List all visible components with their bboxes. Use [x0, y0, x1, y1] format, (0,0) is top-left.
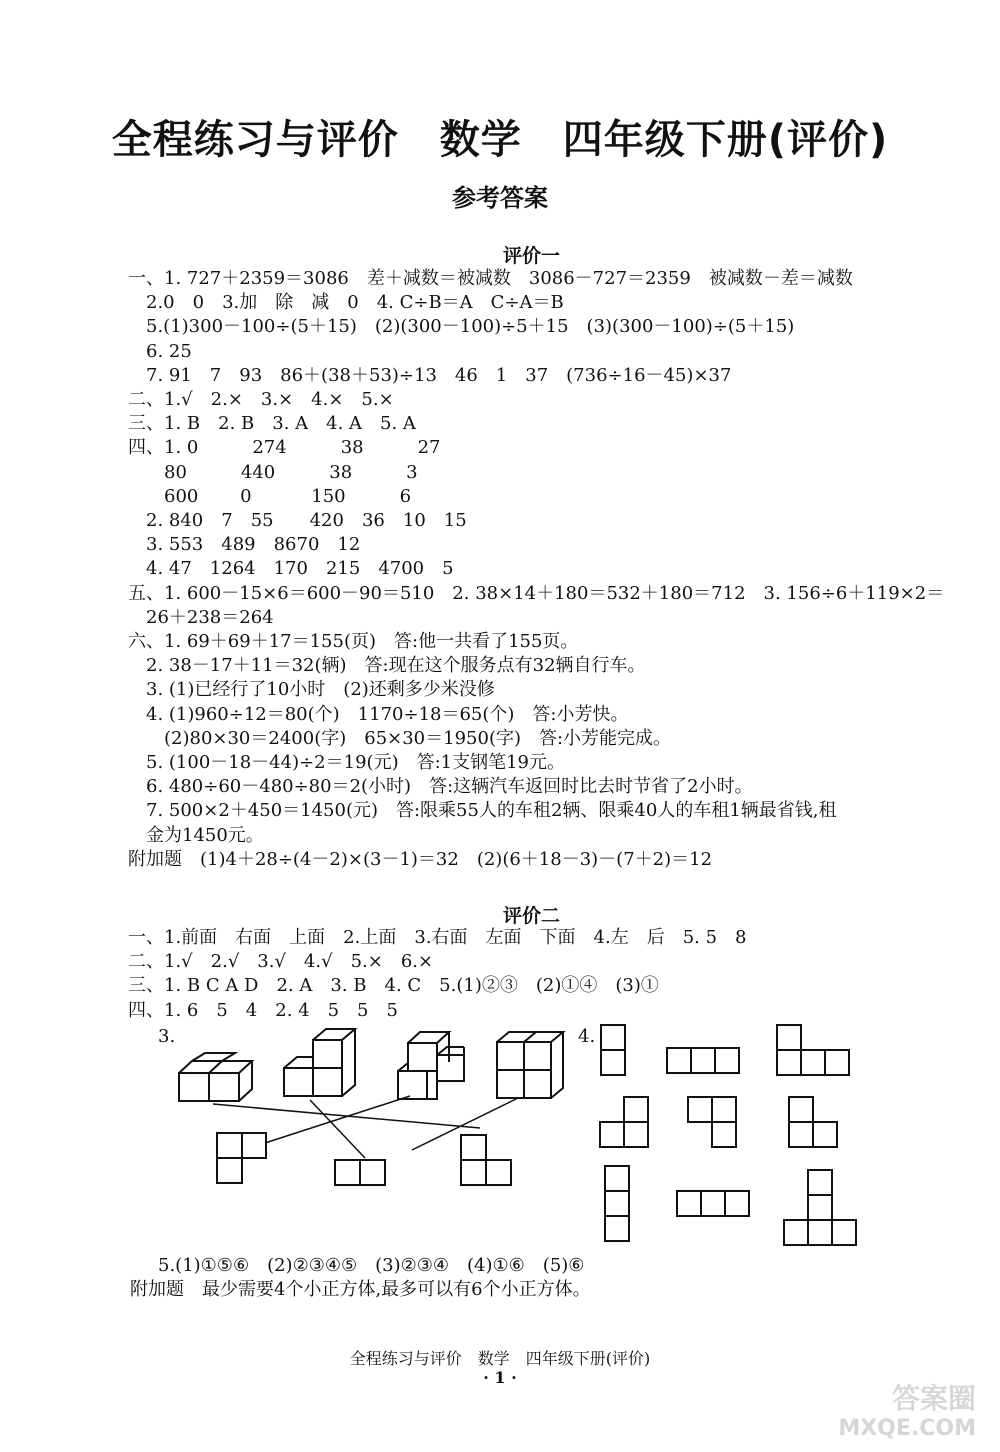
q4-figure-1 [601, 1025, 625, 1075]
answer-line: (2)80×30＝2400(字) 65×30＝1950(字) 答:小芳能完成。 [128, 727, 672, 749]
answer-line: 二、1.√ 2.√ 3.√ 4.√ 5.× 6.× [128, 951, 434, 973]
watermark-url: MXQE.COM [838, 1416, 976, 1441]
footer-title: 全程练习与评价 数学 四年级下册(评价) [349, 1349, 651, 1368]
answer-line: 5.(1)300－100÷(5＋15) (2)(300－100)÷5＋15 (3)(300－100)÷(5＋15) [128, 316, 795, 338]
answer-line: 六、1. 69＋69＋17＝155(页) 答:他一共看了155页。 [128, 631, 579, 652]
page-number: · 1 · [483, 1368, 517, 1387]
q3-label: 3. [158, 1026, 176, 1047]
answer-line: 三、1. B 2. B 3. A 4. A 5. A [128, 413, 416, 435]
q4-figure-2 [667, 1048, 739, 1073]
match-line-2 [310, 1100, 365, 1158]
answer-line: 2. 38－17＋11＝32(辆) 答:现在这个服务点有32辆自行车。 [128, 655, 646, 677]
answer-line: 7. 500×2＋450＝1450(元) 答:限乘55人的车租2辆、限乘40人的车租1辆最省钱,租 [128, 800, 837, 822]
cube-figure-2 [284, 1029, 355, 1096]
answer-q5: 5.(1)①⑤⑥ (2)②③④⑤ (3)②③④ (4)①⑥ (5)⑥ [158, 1255, 585, 1276]
answer-line: 4. 47 1264 170 215 4700 5 [128, 558, 454, 580]
cube-figure-3 [398, 1032, 464, 1099]
section-heading-2: 评价二 [503, 905, 561, 927]
watermark-logo [838, 1384, 976, 1444]
answer-line: 五、1. 600－15×6＝600－90＝510 2. 38×14＋180＝532＋180＝712 3. 156÷6＋119×2＝ [128, 582, 945, 604]
view-left-1 [217, 1133, 266, 1183]
answer-line: 2. 840 7 55 420 36 10 15 [128, 510, 467, 531]
page-title: 全程练习与评价 数学 四年级下册(评价) [111, 117, 889, 163]
q4-figure-6 [789, 1097, 837, 1147]
bonus-question: 附加题 最少需要4个小正方体,最多可以有6个小正方体。 [130, 1279, 591, 1300]
view-left-2 [335, 1160, 385, 1185]
matching-lines [213, 1096, 518, 1158]
page-subtitle: 参考答案 [452, 184, 548, 212]
answer-line: 四、1. 6 5 4 2. 4 5 5 5 [128, 999, 398, 1021]
answer-line: 三、1. B C A D 2. A 3. B 4. C 5.(1)②③ (2)①④ (3)① [128, 975, 659, 997]
q4-figure-7 [605, 1166, 629, 1241]
answer-line: 7. 91 7 93 86＋(38＋53)÷13 46 1 37 (736÷16－45)×37 [128, 364, 732, 386]
answer-line: 3. (1)已经行了10小时 (2)还剩多少米没修 [128, 679, 495, 701]
cube-figure-1 [179, 1053, 252, 1101]
q4-figure-8 [677, 1191, 749, 1216]
answer-line: 附加题 (1)4＋28÷(4－2)×(3－1)＝32 (2)(6＋18－3)－(7＋2)＝12 [128, 848, 713, 870]
q4-figure-4 [600, 1097, 648, 1147]
view-left-3 [461, 1135, 511, 1185]
answer-line: 4. (1)960÷12＝80(个) 1170÷18＝65(个) 答:小芳快。 [128, 703, 629, 725]
watermark-text: 答案圈 [891, 1382, 976, 1415]
cube-figure-4 [497, 1032, 563, 1098]
answer-line: 6. 480÷60－480÷80＝2(小时) 答:这辆汽车返回时比去时节省了2小时。 [128, 776, 753, 798]
answer-line: 2.0 0 3.加 除 减 0 4. C÷B＝A C÷A＝B [128, 292, 564, 314]
answer-line: 一、1.前面 右面 上面 2.上面 3.右面 左面 下面 4.左 后 5. 5 8 [128, 927, 747, 948]
answer-line: 6. 25 [128, 340, 192, 362]
q4-label: 4. [578, 1026, 596, 1047]
q4-figure-5 [688, 1097, 736, 1147]
answer-line: 3. 553 489 8670 12 [128, 534, 361, 556]
answer-line: 26＋238＝264 [128, 606, 274, 628]
answer-line: 金为1450元。 [128, 824, 264, 846]
answer-line: 600 0 150 6 [128, 485, 412, 507]
view-figures [217, 1133, 511, 1185]
q4-figure-9 [784, 1170, 856, 1245]
section-heading-1: 评价一 [503, 245, 561, 267]
q4-figure-3 [777, 1025, 849, 1075]
answer-line: 二、1.√ 2.× 3.× 4.× 5.× [128, 389, 394, 410]
answer-line: 一、1. 727＋2359＝3086 差＋减数＝被减数 3086－727＝2359 被减数－差＝减数 [128, 268, 853, 289]
q4-figures [600, 1025, 856, 1245]
answer-line: 四、1. 0 274 38 27 [128, 437, 441, 459]
cube-figures [179, 1029, 563, 1101]
answer-line: 80 440 38 3 [128, 461, 418, 483]
answer-line: 5. (100－18－44)÷2＝19(元) 答:1支钢笔19元。 [128, 752, 566, 773]
